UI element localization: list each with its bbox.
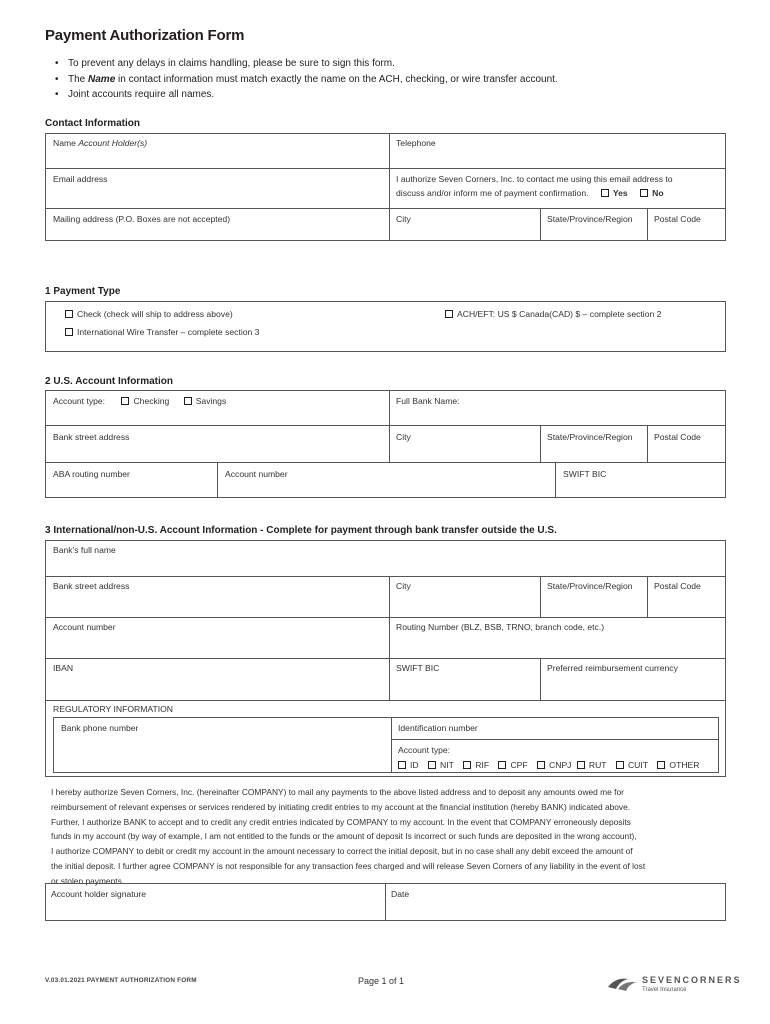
payment-type-heading: 1 Payment Type	[45, 286, 121, 297]
authorization-text: I hereby authorize Seven Corners, Inc. (hereinafter COMPANY) to mail any payments to the above listed address and to deposit any amounts owed me for reimbursement of relevant expenses or services rendered by initiating credit entries to my account at the financial institution (hereby BANK) indicated above. Further, I authorize BANK to accept and to credit any credit entries indicated by COMPANY to my account. In the event that COMPANY erroneously deposits funds in my account (by way of example, I am not entitled to the funds or the amount of deposit Is incorrect or such funds are deposited in the wrong account), I authorize COMPANY to debit or credit my account in the amount necessary to correct the initial deposit, but in no case shall any debit exceed the amount of the initial deposit. I further agree COMPANY is not responsible for any transaction fees charged and will release Seven Corners of any liability in the event of lost or stolen payments.	[51, 787, 646, 886]
aba-routing-field[interactable]: ABA routing number	[53, 469, 130, 479]
bank-phone-field[interactable]: Bank phone number	[61, 723, 139, 733]
id-account-type-label: Account type:	[398, 745, 451, 755]
contact-heading: Contact Information	[45, 118, 140, 129]
no-checkbox[interactable]	[640, 189, 648, 197]
instruction-item: • The Name in contact information must match exactly the name on the ACH, checking, or wire transfer account.	[55, 72, 558, 88]
account-type-row: Account type: Checking Savings	[53, 396, 227, 406]
postal-code-field[interactable]: Postal Code	[654, 214, 701, 224]
bank-state-field[interactable]: State/Province/Region	[547, 432, 633, 442]
no-option[interactable]: No	[640, 188, 663, 198]
instruction-item: • To prevent any delays in claims handling, please be sure to sign this form.	[55, 56, 558, 72]
id-type-options	[398, 760, 699, 770]
id-type-option[interactable]: NIT	[428, 760, 454, 770]
ach-checkbox[interactable]	[445, 310, 453, 318]
check-option[interactable]: Check (check will ship to address above)	[65, 309, 233, 319]
id-type-option[interactable]: CUIT	[616, 760, 648, 770]
intl-state-field[interactable]: State/Province/Region	[547, 581, 633, 591]
email-authorization-line2: discuss and/or inform me of payment confirmation. Yes No	[396, 188, 664, 198]
intl-bank-street-field[interactable]: Bank street address	[53, 581, 130, 591]
state-field[interactable]: State/Province/Region	[547, 214, 633, 224]
email-authorization-text: I authorize Seven Corners, Inc. to contact me using this email address to	[396, 174, 673, 184]
yes-option[interactable]: Yes	[601, 188, 628, 198]
intl-postal-field[interactable]: Postal Code	[654, 581, 701, 591]
name-field[interactable]: Name Account Holder(s)	[53, 138, 148, 148]
checking-option[interactable]: Checking	[121, 396, 169, 406]
bank-postal-field[interactable]: Postal Code	[654, 432, 701, 442]
seven-corners-logo	[606, 973, 742, 995]
id-type-option[interactable]: CNPJ	[537, 760, 571, 770]
bank-full-name-field[interactable]: Bank's full name	[53, 545, 116, 555]
bank-street-field[interactable]: Bank street address	[53, 432, 130, 442]
swift-bic-field[interactable]: SWIFT BIC	[563, 469, 607, 479]
id-type-option[interactable]: OTHER	[657, 760, 699, 770]
date-field[interactable]: Date	[391, 889, 410, 899]
form-version: V.03.01.2021 PAYMENT AUTHORIZATION FORM	[45, 977, 197, 984]
instructions-list	[55, 56, 558, 103]
regulatory-heading: REGULATORY INFORMATION	[53, 704, 174, 714]
logo-tagline: Travel Insurance	[642, 987, 687, 993]
page-number: Page 1 of 1	[358, 976, 405, 986]
intl-swift-field[interactable]: SWIFT BIC	[396, 663, 440, 673]
check-checkbox[interactable]	[65, 310, 73, 318]
routing-number-field[interactable]: Routing Number (BLZ, BSB, TRNO, branch code, etc.)	[396, 622, 605, 632]
account-number-field[interactable]: Account number	[225, 469, 288, 479]
bank-name-field[interactable]: Full Bank Name:	[396, 396, 460, 406]
email-field[interactable]: Email address	[53, 174, 108, 184]
page-title: Payment Authorization Form	[45, 27, 245, 44]
id-type-option[interactable]: CPF	[498, 760, 527, 770]
id-type-option[interactable]: ID	[398, 760, 419, 770]
telephone-field[interactable]: Telephone	[396, 138, 436, 148]
us-account-section	[45, 390, 726, 498]
id-type-option[interactable]: RIF	[463, 760, 489, 770]
intl-account-number-field[interactable]: Account number	[53, 622, 116, 632]
yes-checkbox[interactable]	[601, 189, 609, 197]
ach-option[interactable]: ACH/EFT: US $ Canada(CAD) $ – complete section 2	[445, 309, 661, 319]
intl-city-field[interactable]: City	[396, 581, 411, 591]
checking-checkbox[interactable]	[121, 397, 129, 405]
intl-account-heading: 3 International/non-U.S. Account Information - Complete for payment through bank transfer outside the U.S.	[45, 525, 557, 536]
identification-field[interactable]: Identification number	[398, 723, 478, 733]
instruction-item: • Joint accounts require all names.	[55, 87, 558, 103]
wire-checkbox[interactable]	[65, 328, 73, 336]
wire-option[interactable]: International Wire Transfer – complete section 3	[65, 327, 259, 337]
savings-checkbox[interactable]	[184, 397, 192, 405]
currency-field[interactable]: Preferred reimbursement currency	[547, 663, 678, 673]
signature-field[interactable]: Account holder signature	[51, 889, 147, 899]
savings-option[interactable]: Savings	[184, 396, 227, 406]
id-type-option[interactable]: RUT	[577, 760, 607, 770]
city-field[interactable]: City	[396, 214, 411, 224]
contact-section	[45, 133, 726, 241]
mailing-address-field[interactable]: Mailing address (P.O. Boxes are not accepted)	[53, 214, 231, 224]
logo-mark-icon	[606, 973, 638, 993]
logo-name: SEVENCORNERS	[642, 975, 742, 985]
bank-city-field[interactable]: City	[396, 432, 411, 442]
iban-field[interactable]: IBAN	[53, 663, 74, 673]
us-account-heading: 2 U.S. Account Information	[45, 376, 173, 387]
